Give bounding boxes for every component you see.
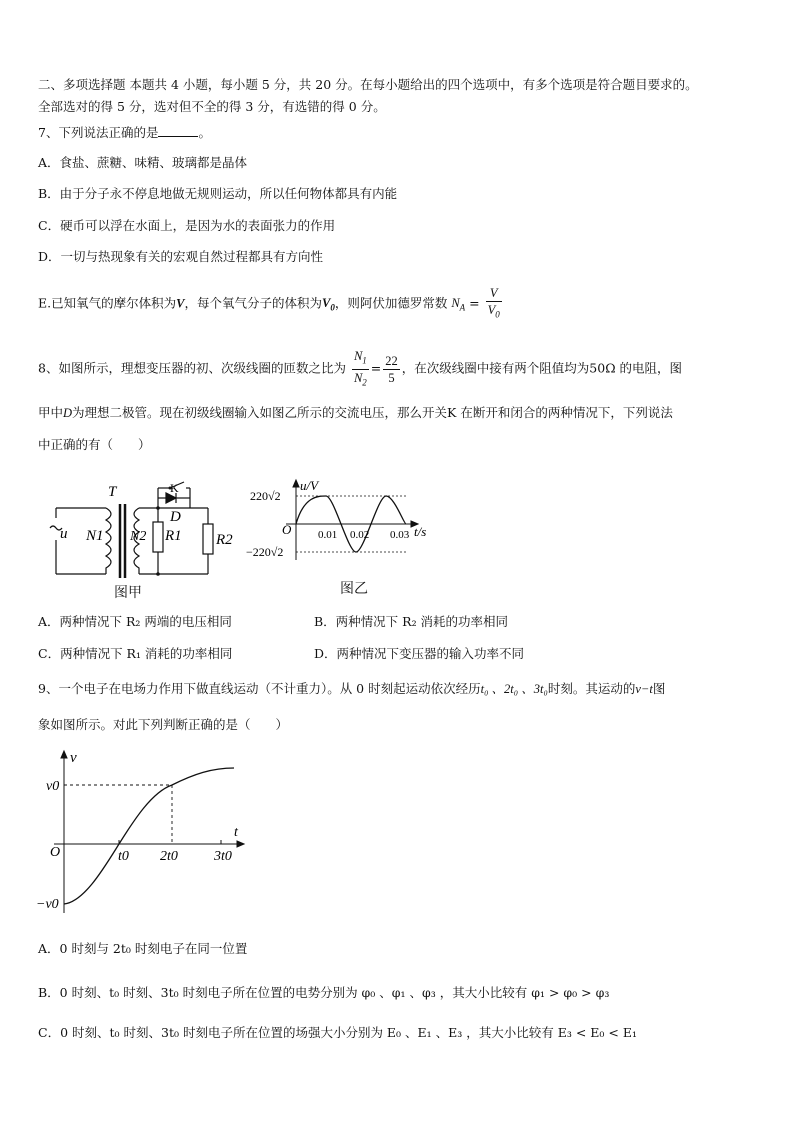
label-r1: R1	[165, 528, 182, 544]
q9-vt-graph	[34, 748, 254, 918]
q7-stem-end: 。	[198, 125, 211, 140]
label-r2: R2	[216, 532, 233, 548]
label-o: O	[50, 845, 61, 860]
label-n2: N2	[130, 529, 147, 544]
q7-e-text2: ，每个氧气分子的体积为	[184, 295, 322, 311]
label-n1: N1	[86, 528, 104, 544]
label-d: D	[170, 509, 181, 525]
label-origin: O	[282, 522, 292, 537]
label-t: T	[108, 484, 117, 500]
q8-fig2-caption: 图乙	[340, 581, 368, 597]
q8-option-b: B．两种情况下 R₂ 消耗的功率相同	[314, 614, 509, 629]
label-3t0: 3t0	[214, 849, 232, 864]
section-heading-line2: 全部选对的得 5 分，选对但不全的得 3 分，有选错的得 0 分。	[38, 99, 386, 114]
q8-option-c: C．两种情况下 R₁ 消耗的功率相同	[38, 646, 233, 661]
q9-option-a: A．0 时刻与 2t₀ 时刻电子在同一位置	[38, 941, 248, 956]
q8-stem-line2: 甲中D为理想二极管。现在初级线圈输入如图乙所示的交流电压，那么开关K 在断开和闭合的两种情况下，下列说法	[38, 405, 673, 420]
q7-stem-text: 7、下列说法正确的是	[38, 125, 159, 140]
q8-circuit-figure	[38, 478, 248, 583]
q7-answer-blank	[158, 124, 198, 137]
q8-ratio-eq: =	[370, 360, 382, 376]
q8-option-d: D．两种情况下变压器的输入功率不同	[314, 646, 525, 661]
q9-option-b: B．0 时刻、t₀ 时刻、3t₀ 时刻电子所在位置的电势分别为 φ₀ 、φ₁ 、φ₃ ，其大小比较有 φ₁ > φ₀ > φ₃	[38, 985, 610, 1000]
q7-option-c: C．硬币可以浮在水面上，是因为水的表面张力的作用	[38, 218, 336, 233]
q9-stem-line1: 9、一个电子在电场力作用下做直线运动（不计重力）。从 0 时刻起运动依次经历t₀ 、2t₀ 、3t₀时刻。其运动的v−t图	[38, 681, 666, 696]
q8-ratio-fraction: $\frac{N_1}{N_2}$	[353, 349, 367, 387]
q7-e-text3: ，则阿伏加德罗常数	[334, 295, 448, 311]
label-v: v	[70, 750, 77, 766]
q7-option-e	[38, 285, 504, 326]
q8-waveform-figure	[246, 478, 436, 573]
section-heading: 二、多项选择题 本题共 4 小题，每小题 5 分，共 20 分。在每小题给出的四个选项中，有多个选项是符合题目要求的。	[38, 77, 698, 92]
label-k: K	[170, 481, 179, 495]
label-t2: 0.02	[350, 529, 370, 541]
label-t3: 0.03	[390, 529, 410, 541]
label-t0: t0	[118, 849, 129, 864]
q8-option-a: A．两种情况下 R₂ 两端的电压相同	[38, 614, 232, 629]
label-axis-x: t/s	[414, 524, 427, 539]
q8-stem2: ，在次级线圈中接有两个阻值均为50Ω 的电阻，图	[401, 360, 683, 376]
q7-option-d: D．一切与热现象有关的宏观自然过程都具有方向性	[38, 249, 324, 264]
q7-option-b: B．由于分子永不停息地做无规则运动，所以任何物体都具有内能	[38, 186, 398, 201]
label-bottom: −220√2	[246, 545, 284, 559]
q7-option-a: A．食盐、蔗糖、味精、玻璃都是晶体	[38, 155, 248, 170]
q8-ratio-value: $\frac{22}{5}$	[385, 353, 398, 385]
label-t1: 0.01	[318, 529, 338, 541]
q9-option-c: C．0 时刻、t₀ 时刻、3t₀ 时刻电子所在位置的场强大小分别为 E₀ 、E₁ 、E₃ ，其大小比较有 E₃ < E₀ < E₁	[38, 1025, 637, 1040]
q7-stem	[38, 124, 211, 142]
q7-e-fraction: $\frac{V}{V_0}$	[487, 286, 500, 320]
q8-stem-line3: 中正确的有（ ）	[38, 437, 151, 452]
q8-stem-line1	[38, 348, 682, 390]
q8-fig1-caption: 图甲	[114, 585, 142, 601]
label-v0: v0	[46, 779, 60, 794]
label-neg-v0: −v0	[36, 897, 59, 912]
label-u: u	[60, 526, 68, 542]
label-axis-y: u/V	[300, 478, 319, 493]
label-top: 220√2	[250, 489, 281, 503]
label-t-axis: t	[234, 825, 238, 840]
q7-e-na: $N_A$	[451, 296, 466, 313]
q7-e-eq: =	[469, 295, 480, 311]
q8-stem1: 8、如图所示，理想变压器的初、次级线圈的匝数之比为	[38, 360, 346, 376]
q7-e-var-v0: $V_0$	[321, 296, 335, 313]
q7-e-text1: E.已知氧气的摩尔体积为	[38, 295, 177, 311]
q7-e-var-v: V	[176, 296, 185, 311]
q9-stem-line2: 象如图所示。对此下列判断正确的是（ ）	[38, 717, 289, 732]
label-2t0: 2t0	[160, 849, 178, 864]
